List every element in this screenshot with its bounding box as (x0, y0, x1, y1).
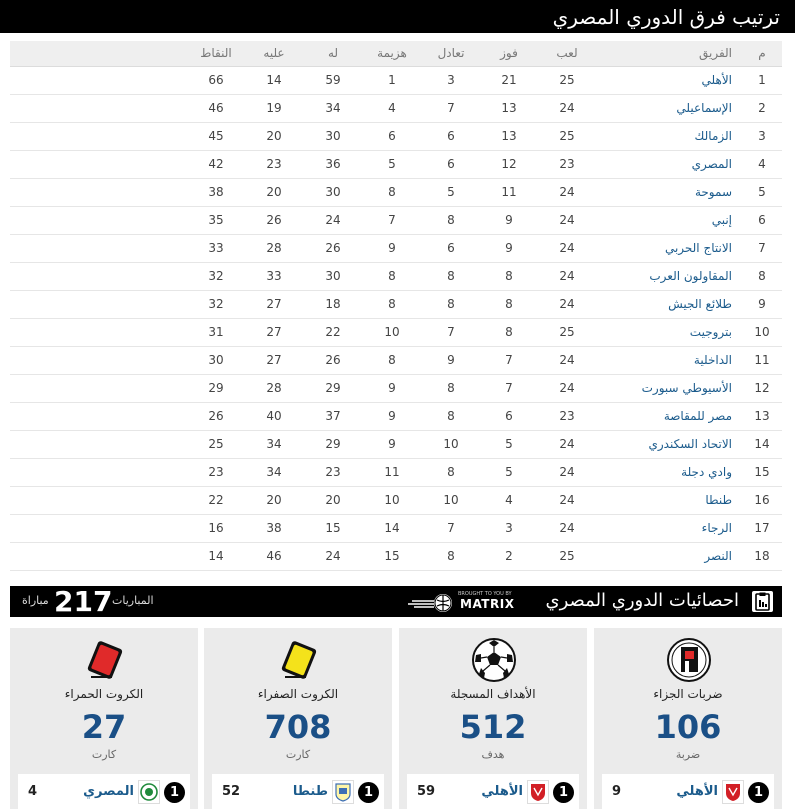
table-header (10, 41, 782, 67)
team-rank: 5 (758, 185, 766, 199)
goals-for-value: 29 (325, 437, 341, 451)
stat-card-red-cards (10, 628, 198, 809)
leader-value: 59 (417, 784, 436, 799)
drawn-value: 8 (447, 269, 455, 283)
goals-for-value: 30 (325, 129, 341, 143)
goals-against-value: 14 (266, 73, 282, 87)
won-value: 13 (501, 101, 517, 115)
points-value: 29 (208, 381, 224, 395)
drawn-value: 6 (447, 157, 455, 171)
stat-leader[interactable] (18, 774, 190, 809)
goals-for-value: 15 (325, 521, 341, 535)
goals-against-value: 23 (266, 157, 282, 171)
won-value: 9 (505, 213, 513, 227)
team-rank: 7 (758, 241, 766, 255)
leader-value: 52 (222, 784, 241, 799)
points-value: 32 (208, 297, 224, 311)
lost-value: 10 (384, 325, 400, 339)
table-row (10, 151, 782, 179)
team-rank: 6 (758, 213, 766, 227)
goals-against-value: 33 (266, 269, 282, 283)
goals-for-value: 22 (325, 325, 341, 339)
stat-label: الكروت الصفراء (257, 687, 339, 701)
sponsor-logo[interactable] (408, 592, 518, 614)
matches-unit: مباراة (22, 594, 49, 607)
goals-against-value: 46 (266, 549, 282, 563)
goals-for-value: 59 (325, 73, 341, 87)
table-row (10, 375, 782, 403)
played-value: 24 (559, 269, 575, 283)
goals-for-value: 18 (325, 297, 341, 311)
table-row (10, 123, 782, 151)
won-value: 6 (505, 409, 513, 423)
drawn-value: 10 (443, 493, 459, 507)
stat-value: 27 (81, 708, 127, 746)
team-name[interactable]: الداخلية (693, 353, 732, 367)
al-ahly-logo-icon (722, 780, 744, 804)
sponsor-tagline: BROUGHT TO YOU BY (458, 591, 512, 597)
leader-value: 9 (612, 784, 622, 799)
leader-team-link[interactable]: الأهلي (481, 784, 523, 799)
stat-label: ضربات الجزاء (653, 687, 723, 701)
goals-against-value: 40 (266, 409, 282, 423)
leader-team-link[interactable]: طنطا (292, 784, 328, 799)
sponsor-ball-icon (434, 594, 452, 612)
leader-rank-badge: 1 (748, 782, 769, 803)
points-value: 35 (208, 213, 224, 227)
points-value: 16 (208, 521, 224, 535)
lost-value: 4 (388, 101, 396, 115)
lost-value: 14 (384, 521, 400, 535)
lost-value: 11 (384, 465, 400, 479)
header-lost: هزيمة (377, 46, 407, 60)
lost-value: 8 (388, 269, 396, 283)
lost-value: 8 (388, 185, 396, 199)
played-value: 24 (559, 241, 575, 255)
won-value: 13 (501, 129, 517, 143)
goals-against-value: 27 (266, 353, 282, 367)
played-value: 24 (559, 437, 575, 451)
table-row (10, 263, 782, 291)
header-won: فوز (500, 46, 518, 60)
drawn-value: 8 (447, 297, 455, 311)
lost-value: 7 (388, 213, 396, 227)
al-masry-logo-icon (138, 780, 160, 804)
lost-value: 9 (388, 437, 396, 451)
stat-unit: كارت (285, 748, 311, 761)
lost-value: 8 (388, 353, 396, 367)
won-value: 5 (505, 465, 513, 479)
page-header (0, 0, 795, 33)
goals-for-value: 34 (325, 101, 341, 115)
team-rank: 12 (754, 381, 770, 395)
goals-against-value: 34 (266, 437, 282, 451)
goals-against-value: 20 (266, 129, 282, 143)
table-row (10, 431, 782, 459)
lost-value: 10 (384, 493, 400, 507)
stats-header (10, 586, 782, 617)
table-row (10, 543, 782, 571)
lost-value: 8 (388, 297, 396, 311)
goals-for-value: 26 (325, 353, 341, 367)
team-rank: 16 (754, 493, 770, 507)
table-row (10, 235, 782, 263)
played-value: 24 (559, 101, 575, 115)
played-value: 23 (559, 157, 575, 171)
drawn-value: 3 (447, 73, 455, 87)
team-name[interactable]: الرجاء (701, 521, 732, 535)
header-rank: م (758, 46, 766, 60)
team-rank: 9 (758, 297, 766, 311)
played-value: 24 (559, 297, 575, 311)
goals-for-value: 20 (325, 493, 341, 507)
lost-value: 9 (388, 381, 396, 395)
goals-against-value: 34 (266, 465, 282, 479)
team-name[interactable]: الأهلي (701, 73, 732, 87)
played-value: 23 (559, 409, 575, 423)
team-rank: 14 (754, 437, 770, 451)
points-value: 38 (208, 185, 224, 199)
goals-against-value: 38 (266, 521, 282, 535)
matches-label: المباريات (112, 594, 154, 607)
goals-against-value: 26 (266, 213, 282, 227)
team-name[interactable]: طلائع الجيش (668, 297, 732, 311)
team-rank: 2 (758, 101, 766, 115)
played-value: 24 (559, 381, 575, 395)
played-value: 24 (559, 493, 575, 507)
stat-value: 512 (459, 708, 527, 746)
points-value: 23 (208, 465, 224, 479)
page-title: ترتيب فرق الدوري المصري (552, 5, 780, 29)
table-row (10, 67, 782, 95)
won-value: 8 (505, 297, 513, 311)
drawn-value: 6 (447, 129, 455, 143)
team-name[interactable]: الأسيوطي سبورت (641, 381, 732, 395)
played-value: 25 (559, 549, 575, 563)
goals-against-value: 28 (266, 241, 282, 255)
won-value: 4 (505, 493, 513, 507)
lost-value: 6 (388, 129, 396, 143)
won-value: 9 (505, 241, 513, 255)
al-ahly-logo-icon (527, 780, 549, 804)
drawn-value: 6 (447, 241, 455, 255)
table-row (10, 179, 782, 207)
team-rank: 10 (754, 325, 770, 339)
team-name[interactable]: الإسماعيلي (676, 101, 732, 115)
points-value: 33 (208, 241, 224, 255)
team-rank: 11 (754, 353, 770, 367)
leader-team-link[interactable]: المصري (83, 784, 134, 799)
stat-label: الكروت الحمراء (64, 687, 144, 701)
header-played: لعب (556, 46, 578, 60)
drawn-value: 8 (447, 409, 455, 423)
goals-for-value: 24 (325, 213, 341, 227)
lost-value: 15 (384, 549, 400, 563)
team-name[interactable]: الزمالك (694, 129, 732, 143)
stat-unit: كارت (91, 748, 117, 761)
team-name[interactable]: بتروجيت (689, 325, 732, 339)
lost-value: 1 (388, 73, 396, 87)
goals-for-value: 26 (325, 241, 341, 255)
drawn-value: 7 (447, 101, 455, 115)
drawn-value: 10 (443, 437, 459, 451)
team-name[interactable]: المصري (691, 157, 732, 171)
won-value: 11 (501, 185, 517, 199)
leader-team-link[interactable]: الأهلي (676, 784, 718, 799)
won-value: 7 (505, 353, 513, 367)
table-row (10, 347, 782, 375)
played-value: 24 (559, 185, 575, 199)
team-rank: 8 (758, 269, 766, 283)
stat-leader[interactable] (212, 774, 384, 809)
red-card-icon (82, 637, 128, 683)
goals-for-value: 30 (325, 269, 341, 283)
speed-lines-icon (408, 599, 436, 609)
played-value: 24 (559, 213, 575, 227)
drawn-value: 7 (447, 325, 455, 339)
table-row (10, 459, 782, 487)
points-value: 45 (208, 129, 224, 143)
goals-against-value: 20 (266, 493, 282, 507)
team-name[interactable]: الاتحاد السكندري (648, 437, 732, 451)
stat-leader[interactable] (407, 774, 579, 809)
drawn-value: 8 (447, 381, 455, 395)
table-body (10, 67, 782, 571)
header-goals-against: عليه (263, 46, 285, 60)
points-value: 30 (208, 353, 224, 367)
team-rank: 18 (754, 549, 770, 563)
drawn-value: 8 (447, 549, 455, 563)
team-name[interactable]: وادي دجلة (681, 465, 732, 479)
played-value: 24 (559, 353, 575, 367)
table-row (10, 291, 782, 319)
goals-for-value: 23 (325, 465, 341, 479)
team-rank: 3 (758, 129, 766, 143)
stats-title: احصائيات الدوري المصري (545, 590, 739, 611)
stat-card-penalties (594, 628, 782, 809)
won-value: 8 (505, 269, 513, 283)
table-row (10, 207, 782, 235)
header-drawn: تعادل (437, 46, 465, 60)
won-value: 3 (505, 521, 513, 535)
played-value: 25 (559, 129, 575, 143)
header-team: الفريق (698, 46, 732, 60)
won-value: 2 (505, 549, 513, 563)
stat-card-yellow-cards (204, 628, 392, 809)
team-rank: 4 (758, 157, 766, 171)
goals-for-value: 30 (325, 185, 341, 199)
team-name[interactable]: إنبي (711, 213, 732, 227)
points-value: 31 (208, 325, 224, 339)
goals-for-value: 29 (325, 381, 341, 395)
points-value: 22 (208, 493, 224, 507)
table-row (10, 319, 782, 347)
played-value: 25 (559, 325, 575, 339)
goals-for-value: 36 (325, 157, 341, 171)
goals-for-value: 37 (325, 409, 341, 423)
header-goals-for: له (327, 46, 339, 60)
sponsor-name: MATRIX (460, 597, 515, 611)
won-value: 7 (505, 381, 513, 395)
won-value: 5 (505, 437, 513, 451)
penalty-icon (666, 637, 712, 683)
stat-unit: هدف (481, 748, 505, 761)
stat-value: 106 (654, 708, 722, 746)
won-value: 12 (501, 157, 517, 171)
points-value: 32 (208, 269, 224, 283)
stat-unit: ضربة (675, 748, 701, 761)
goals-against-value: 20 (266, 185, 282, 199)
goals-against-value: 27 (266, 297, 282, 311)
tanta-logo-icon (332, 780, 354, 804)
leader-rank-badge: 1 (358, 782, 379, 803)
goals-against-value: 19 (266, 101, 282, 115)
team-name[interactable]: سموحة (694, 185, 732, 199)
team-rank: 1 (758, 73, 766, 87)
drawn-value: 7 (447, 521, 455, 535)
football-icon (471, 637, 517, 683)
stat-card-goals (399, 628, 587, 809)
team-rank: 13 (754, 409, 770, 423)
matches-count: 217 (54, 585, 113, 618)
drawn-value: 8 (447, 213, 455, 227)
header-points: النقاط (200, 46, 232, 60)
stat-label: الأهداف المسجلة (450, 687, 536, 701)
yellow-card-icon (276, 637, 322, 683)
team-name[interactable]: طنطا (705, 493, 732, 507)
points-value: 26 (208, 409, 224, 423)
team-rank: 15 (754, 465, 770, 479)
won-value: 8 (505, 325, 513, 339)
leader-value: 4 (28, 784, 38, 799)
team-rank: 17 (754, 521, 770, 535)
drawn-value: 9 (447, 353, 455, 367)
lost-value: 5 (388, 157, 396, 171)
lost-value: 9 (388, 241, 396, 255)
points-value: 25 (208, 437, 224, 451)
points-value: 46 (208, 101, 224, 115)
goals-against-value: 27 (266, 325, 282, 339)
team-name[interactable]: النصر (704, 549, 732, 563)
won-value: 21 (501, 73, 517, 87)
points-value: 42 (208, 157, 224, 171)
drawn-value: 8 (447, 465, 455, 479)
lost-value: 9 (388, 409, 396, 423)
team-name[interactable]: المقاولون العرب (649, 269, 732, 283)
goals-for-value: 24 (325, 549, 341, 563)
leader-rank-badge: 1 (553, 782, 574, 803)
points-value: 14 (208, 549, 224, 563)
drawn-value: 5 (447, 185, 455, 199)
leader-rank-badge: 1 (164, 782, 185, 803)
table-row (10, 403, 782, 431)
clipboard-stats-icon (752, 591, 773, 612)
played-value: 24 (559, 521, 575, 535)
table-row (10, 95, 782, 123)
standings-table (10, 41, 782, 571)
played-value: 24 (559, 465, 575, 479)
team-name[interactable]: الانتاج الحربي (664, 241, 732, 255)
points-value: 66 (208, 73, 224, 87)
stat-leader[interactable] (602, 774, 774, 809)
table-row (10, 487, 782, 515)
team-name[interactable]: مصر للمقاصة (663, 409, 732, 423)
table-row (10, 515, 782, 543)
goals-against-value: 28 (266, 381, 282, 395)
played-value: 25 (559, 73, 575, 87)
stat-value: 708 (264, 708, 332, 746)
